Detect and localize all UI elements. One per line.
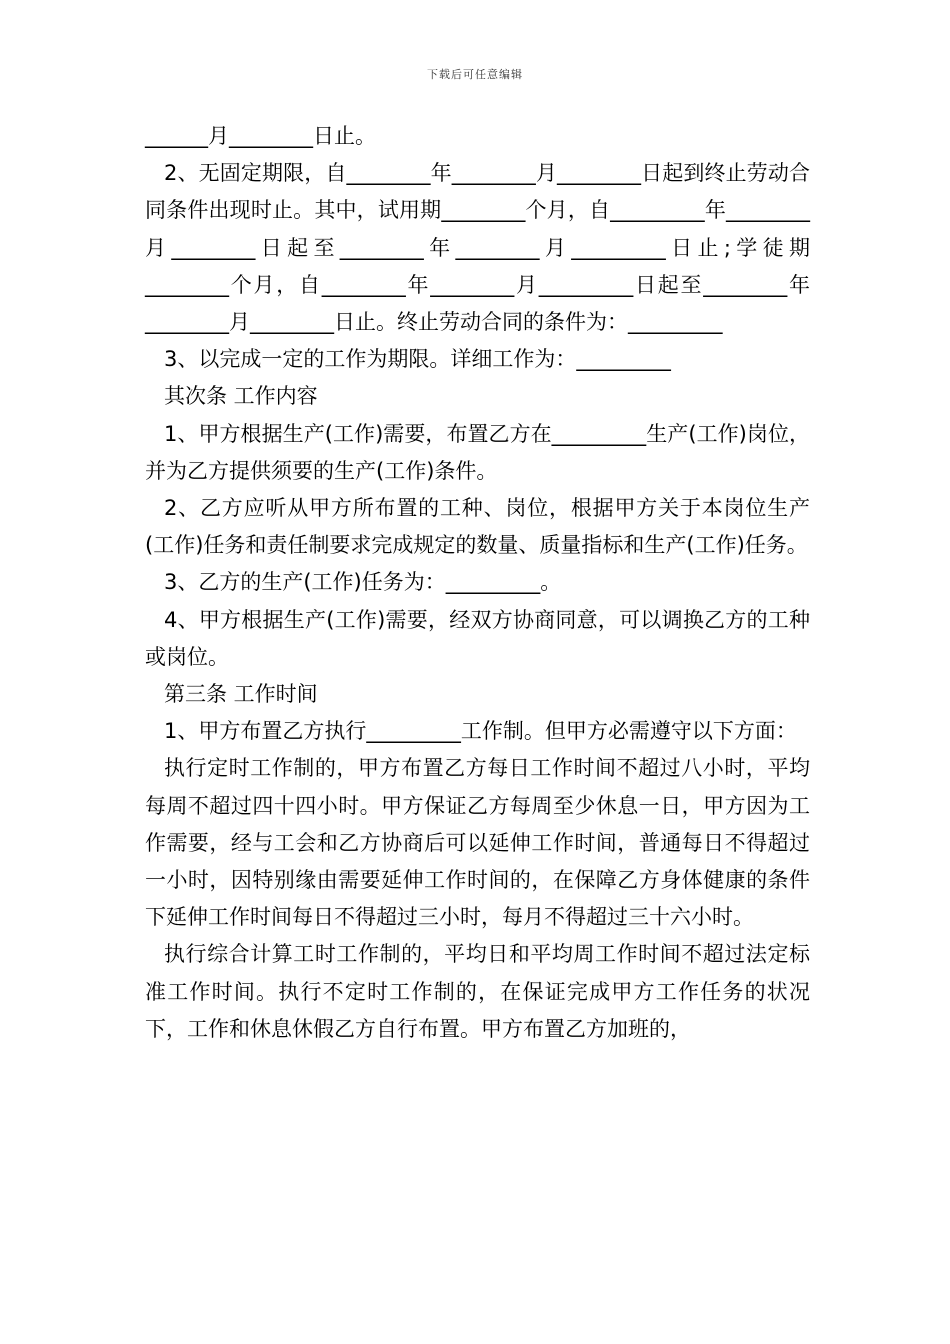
section-heading: 第三条 工作时间 — [164, 682, 318, 707]
page-header: 下载后可任意编辑 — [427, 68, 523, 81]
paragraph: 执行综合计算工时工作制的，平均日和平均周工作时间不超过法定标准工作时间。执行不定时工作制的，在保证完成甲方工作任务的状况下，工作和休息休假乙方自行布置。甲方布置乙方加班的， — [145, 942, 810, 1041]
document-body — [145, 118, 810, 1048]
section-heading: 其次条 工作内容 — [164, 384, 318, 409]
paragraph: 1、甲方布置乙方执行_________工作制。但甲方必需遵守以下方面： — [164, 719, 797, 744]
paragraph: 4、甲方根据生产(工作)需要，经双方协商同意，可以调换乙方的工种或岗位。 — [145, 607, 810, 669]
paragraph: 执行定时工作制的，甲方布置乙方每日工作时间不超过八小时，平均每周不超过四十四小时。甲方保证乙方每周至少休息一日，甲方因为工作需要，经与工会和乙方协商后可以延伸工作时间，普通每日不得超过一小时，因特别缘由需要延伸工作时间的，在保障乙方身体健康的条件下延伸工作时间每日不得超过三小时，每月不得超过三十六小时。 — [145, 756, 810, 930]
paragraph: 2、无固定期限，自________年________月________日起到终止劳动合同条件出现时止。其中，试用期________个月，自_________年________月________日起至________年________月_________日止;学徒期________个月，自________年________月_________日起至________年________月________日止。终止劳动合同的条件为：_________ — [145, 161, 810, 335]
paragraph: ______月________日止。 — [145, 124, 376, 148]
paragraph: 3、以完成一定的工作为期限。详细工作为：_________ — [164, 347, 671, 372]
paragraph: 1、甲方根据生产(工作)需要，布置乙方在_________生产(工作)岗位，并为乙方提供须要的生产(工作)条件。 — [145, 421, 810, 483]
paragraph: 3、乙方的生产(工作)任务为：_________。 — [164, 570, 562, 595]
paragraph: 2、乙方应听从甲方所布置的工种、岗位，根据甲方关于本岗位生产(工作)任务和责任制要求完成规定的数量、质量指标和生产(工作)任务。 — [145, 496, 810, 558]
